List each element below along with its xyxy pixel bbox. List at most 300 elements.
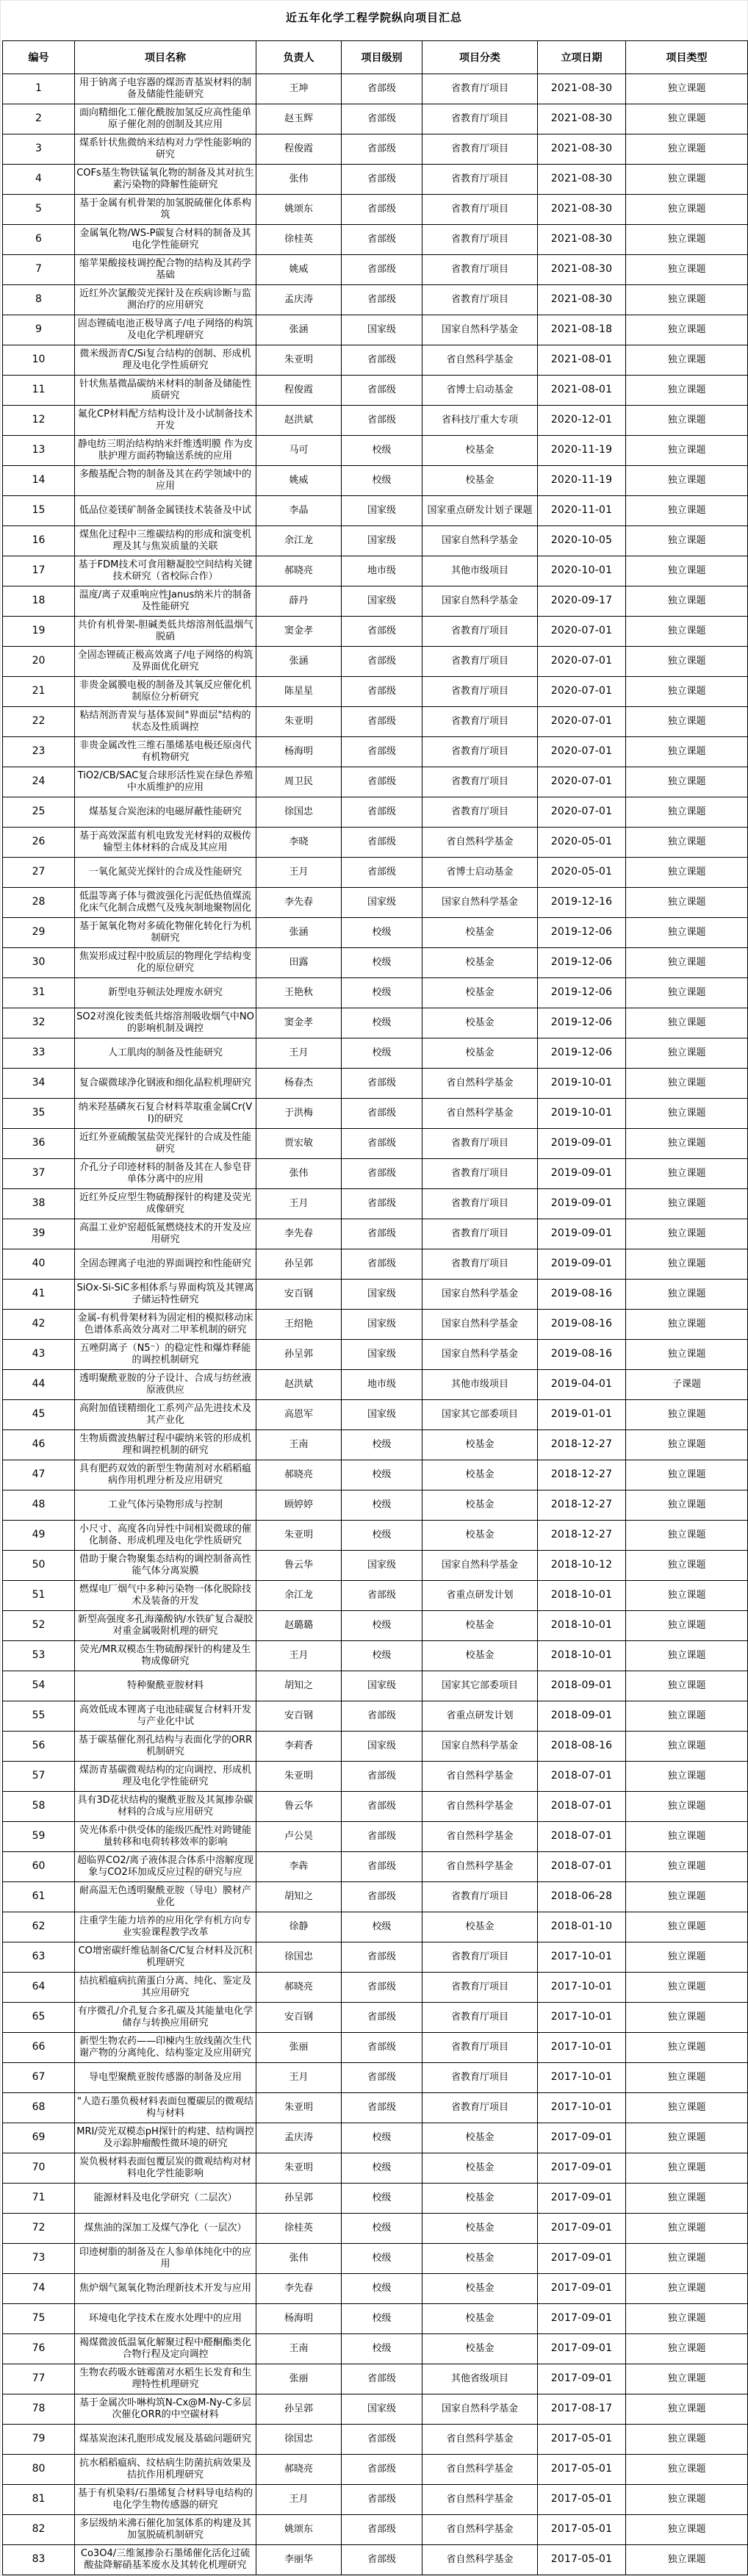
table-row xyxy=(3,2394,748,2425)
table-row xyxy=(3,1521,748,1551)
cell-level: 省部级 xyxy=(342,1249,422,1280)
cell-category: 校基金 xyxy=(422,1912,538,1942)
cell-leader: 王月 xyxy=(256,2485,342,2515)
cell-type: 独立课题 xyxy=(626,1521,748,1551)
cell-id: 60 xyxy=(3,1852,75,1882)
cell-category: 省教育厅项目 xyxy=(422,104,538,134)
cell-level: 省部级 xyxy=(342,1882,422,1912)
cell-type: 独立课题 xyxy=(626,285,748,315)
cell-type: 独立课题 xyxy=(626,1129,748,1159)
cell-project-name: 复合碳微球净化钢液和细化晶粒机理研究 xyxy=(75,1069,256,1099)
column-header: 负责人 xyxy=(256,41,342,74)
table-row xyxy=(3,1099,748,1129)
cell-date: 2017-10-01 xyxy=(538,2033,626,2063)
cell-date: 2017-09-01 xyxy=(538,2274,626,2304)
cell-id: 25 xyxy=(3,797,75,828)
cell-level: 省部级 xyxy=(342,1762,422,1792)
cell-leader: 张涵 xyxy=(256,647,342,677)
cell-date: 2017-10-01 xyxy=(538,1973,626,2003)
cell-leader: 孙呈郭 xyxy=(256,2184,342,2214)
cell-leader: 姚威 xyxy=(256,466,342,496)
cell-date: 2020-05-01 xyxy=(538,828,626,858)
cell-leader: 王月 xyxy=(256,1038,342,1069)
table-row xyxy=(3,1430,748,1460)
cell-type: 独立课题 xyxy=(626,2485,748,2515)
cell-leader: 郝晓亮 xyxy=(256,2455,342,2485)
cell-id: 75 xyxy=(3,2304,75,2334)
cell-project-name: 缩苹果酸接枝调控配合物的结构及其药学基础 xyxy=(75,255,256,285)
cell-level: 省部级 xyxy=(342,2455,422,2485)
cell-date: 2018-08-16 xyxy=(538,1732,626,1762)
table-row xyxy=(3,1912,748,1942)
cell-leader: 张伟 xyxy=(256,1159,342,1189)
cell-type: 独立课题 xyxy=(626,1973,748,2003)
table-row xyxy=(3,1611,748,1641)
cell-category: 省教育厅项目 xyxy=(422,225,538,255)
cell-date: 2020-10-01 xyxy=(538,556,626,586)
cell-category: 省自然科学基金 xyxy=(422,345,538,376)
cell-id: 17 xyxy=(3,556,75,586)
cell-level: 校级 xyxy=(342,2153,422,2184)
cell-leader: 安百钢 xyxy=(256,2003,342,2033)
table-row xyxy=(3,797,748,828)
cell-date: 2021-08-01 xyxy=(538,376,626,406)
cell-type: 独立课题 xyxy=(626,2394,748,2425)
cell-level: 国家级 xyxy=(342,2394,422,2425)
cell-level: 省部级 xyxy=(342,1701,422,1732)
cell-id: 82 xyxy=(3,2515,75,2545)
table-row xyxy=(3,2364,748,2394)
cell-project-name: 基于金属有机骨架的加氢脱硫催化体系构筑 xyxy=(75,195,256,225)
cell-project-name: 有序微孔/介孔复合多孔碳及其能量电化学储存与转换应用研究 xyxy=(75,2003,256,2033)
cell-category: 国家自然科学基金 xyxy=(422,2394,538,2425)
cell-level: 国家级 xyxy=(342,1310,422,1340)
cell-level: 省部级 xyxy=(342,2033,422,2063)
cell-date: 2018-09-01 xyxy=(538,1671,626,1701)
cell-level: 国家级 xyxy=(342,496,422,526)
cell-date: 2017-10-01 xyxy=(538,2063,626,2093)
cell-category: 省自然科学基金 xyxy=(422,2515,538,2545)
cell-category: 省教育厅项目 xyxy=(422,737,538,767)
table-row xyxy=(3,1701,748,1732)
cell-date: 2017-09-01 xyxy=(538,2334,626,2364)
cell-level: 省部级 xyxy=(342,767,422,797)
cell-type: 独立课题 xyxy=(626,1822,748,1852)
cell-project-name: 基于氮氧化物对多硫化物催化转化行为机制研究 xyxy=(75,918,256,948)
cell-id: 41 xyxy=(3,1280,75,1310)
cell-leader: 余江龙 xyxy=(256,1581,342,1611)
cell-category: 省教育厅项目 xyxy=(422,617,538,647)
cell-project-name: 近红外次氯酸荧光探针及在疾病诊断与监测治疗的应用研究 xyxy=(75,285,256,315)
cell-type: 独立课题 xyxy=(626,1852,748,1882)
cell-project-name: 一氧化氮荧光探针的合成及性能研究 xyxy=(75,858,256,888)
cell-category: 省教育厅项目 xyxy=(422,1942,538,1973)
cell-level: 校级 xyxy=(342,2214,422,2244)
cell-category: 校基金 xyxy=(422,2153,538,2184)
cell-date: 2017-09-01 xyxy=(538,2123,626,2153)
table-row xyxy=(3,948,748,978)
cell-id: 16 xyxy=(3,526,75,556)
cell-type: 独立课题 xyxy=(626,767,748,797)
cell-id: 34 xyxy=(3,1069,75,1099)
cell-level: 国家级 xyxy=(342,1280,422,1310)
cell-leader: 徐国忠 xyxy=(256,797,342,828)
cell-category: 省自然科学基金 xyxy=(422,1822,538,1852)
cell-leader: 朱亚明 xyxy=(256,2153,342,2184)
cell-level: 省部级 xyxy=(342,1792,422,1822)
cell-type: 独立课题 xyxy=(626,1671,748,1701)
cell-project-name: 环境电化学技术在废水处理中的应用 xyxy=(75,2304,256,2334)
cell-id: 59 xyxy=(3,1822,75,1852)
cell-level: 校级 xyxy=(342,2304,422,2334)
cell-project-name: 工业气体污染物形成与控制 xyxy=(75,1490,256,1521)
cell-id: 23 xyxy=(3,737,75,767)
cell-category: 校基金 xyxy=(422,2123,538,2153)
cell-project-name: 氟化CP材料配方结构设计及小试制备技术开发 xyxy=(75,406,256,436)
table-row xyxy=(3,165,748,195)
cell-project-name: 褐煤微波低温氧化解聚过程中醛酮酯类化合物行程及定向调控 xyxy=(75,2334,256,2364)
cell-level: 省部级 xyxy=(342,2485,422,2515)
cell-date: 2020-07-01 xyxy=(538,647,626,677)
cell-leader: 王月 xyxy=(256,1641,342,1671)
cell-type: 独立课题 xyxy=(626,2003,748,2033)
cell-level: 校级 xyxy=(342,2274,422,2304)
cell-project-name: COFs基生物铁锰氧化物的制备及其对抗生素污染物的降解性能研究 xyxy=(75,165,256,195)
cell-type: 独立课题 xyxy=(626,586,748,617)
cell-type: 独立课题 xyxy=(626,1882,748,1912)
cell-project-name: 高附加值镁精细化工系列产品先进技术及其产业化 xyxy=(75,1400,256,1430)
cell-id: 39 xyxy=(3,1219,75,1249)
cell-type: 独立课题 xyxy=(626,496,748,526)
cell-level: 省部级 xyxy=(342,376,422,406)
table-row xyxy=(3,647,748,677)
cell-project-name: 超临界CO2/离子液体混合体系中溶解度现象与CO2环加成反应过程的研究与应 xyxy=(75,1852,256,1882)
table-row xyxy=(3,1340,748,1370)
cell-leader: 王南 xyxy=(256,2334,342,2364)
cell-project-name: 基于金属次卟啉构筑N-Cx@M-Ny-C多层次催化ORR的中空碳材料 xyxy=(75,2394,256,2425)
cell-id: 36 xyxy=(3,1129,75,1159)
cell-level: 省部级 xyxy=(342,165,422,195)
cell-project-name: 特种聚酰亚胺材料 xyxy=(75,1671,256,1701)
cell-project-name: 介孔分子印迹材料的制备及其在人参皂苷单体分离中的应用 xyxy=(75,1159,256,1189)
cell-leader: 孙呈郭 xyxy=(256,1249,342,1280)
cell-category: 校基金 xyxy=(422,1521,538,1551)
cell-id: 66 xyxy=(3,2033,75,2063)
cell-category: 国家自然科学基金 xyxy=(422,586,538,617)
table-row xyxy=(3,858,748,888)
cell-level: 校级 xyxy=(342,1038,422,1069)
cell-leader: 李先春 xyxy=(256,1219,342,1249)
cell-category: 省自然科学基金 xyxy=(422,1762,538,1792)
cell-level: 省部级 xyxy=(342,828,422,858)
cell-date: 2017-05-01 xyxy=(538,2515,626,2545)
cell-leader: 孙呈郭 xyxy=(256,2394,342,2425)
cell-level: 省部级 xyxy=(342,858,422,888)
cell-id: 48 xyxy=(3,1490,75,1521)
cell-id: 3 xyxy=(3,134,75,165)
cell-project-name: 耐高温无色透明聚酰亚胺（导电）膜材产业化 xyxy=(75,1882,256,1912)
column-header: 项目级别 xyxy=(342,41,422,74)
cell-level: 校级 xyxy=(342,1008,422,1038)
cell-category: 校基金 xyxy=(422,2304,538,2334)
cell-leader: 程俊霞 xyxy=(256,134,342,165)
cell-project-name: CO增密碳纤维毡制备C/C复合材料及沉积机理研究 xyxy=(75,1942,256,1973)
table-row xyxy=(3,195,748,225)
cell-id: 8 xyxy=(3,285,75,315)
cell-id: 21 xyxy=(3,677,75,707)
cell-project-name: 粘结剂沥青炭与基体炭间"界面层"结构的状态及性质调控 xyxy=(75,707,256,737)
cell-level: 省部级 xyxy=(342,2545,422,2575)
cell-category: 省自然科学基金 xyxy=(422,2485,538,2515)
table-row xyxy=(3,1490,748,1521)
cell-level: 国家级 xyxy=(342,526,422,556)
cell-category: 省教育厅项目 xyxy=(422,1882,538,1912)
cell-project-name: 导电型聚酰亚胺传感器的制备及应用 xyxy=(75,2063,256,2093)
cell-date: 2018-06-28 xyxy=(538,1882,626,1912)
cell-id: 57 xyxy=(3,1762,75,1792)
cell-project-name: 金属-有机骨架材料为固定相的模拟移动床色谱体系高效分离对二甲苯机制的研究 xyxy=(75,1310,256,1340)
cell-category: 校基金 xyxy=(422,1430,538,1460)
cell-level: 校级 xyxy=(342,1611,422,1641)
cell-category: 省教育厅项目 xyxy=(422,677,538,707)
table-row xyxy=(3,828,748,858)
table-row xyxy=(3,2274,748,2304)
cell-leader: 安百钢 xyxy=(256,1701,342,1732)
cell-project-name: 小尺寸、高度各向异性中间相炭微球的催化制备、形成机理及电化学性质研究 xyxy=(75,1521,256,1551)
cell-category: 国家自然科学基金 xyxy=(422,1310,538,1340)
cell-leader: 张伟 xyxy=(256,165,342,195)
cell-type: 独立课题 xyxy=(626,1310,748,1340)
table-row xyxy=(3,1249,748,1280)
cell-leader: 胡知之 xyxy=(256,1671,342,1701)
cell-type: 独立课题 xyxy=(626,1249,748,1280)
cell-level: 省部级 xyxy=(342,2425,422,2455)
cell-type: 独立课题 xyxy=(626,2153,748,2184)
cell-category: 其他市级项目 xyxy=(422,556,538,586)
cell-leader: 李丽华 xyxy=(256,2545,342,2575)
cell-leader: 张丽 xyxy=(256,2033,342,2063)
cell-leader: 王南 xyxy=(256,1430,342,1460)
cell-date: 2017-09-01 xyxy=(538,2153,626,2184)
cell-project-name: 非贵金属改性三维石墨烯基电极还原卤代有机物研究 xyxy=(75,737,256,767)
table-row xyxy=(3,496,748,526)
cell-id: 73 xyxy=(3,2244,75,2274)
cell-category: 国家自然科学基金 xyxy=(422,1340,538,1370)
cell-leader: 徐国忠 xyxy=(256,2425,342,2455)
cell-category: 校基金 xyxy=(422,1490,538,1521)
table-row xyxy=(3,285,748,315)
cell-id: 7 xyxy=(3,255,75,285)
cell-id: 67 xyxy=(3,2063,75,2093)
cell-leader: 杨海明 xyxy=(256,737,342,767)
table-row xyxy=(3,1038,748,1069)
cell-project-name: 高温工业炉窑超低氮燃烧技术的开发及应用研究 xyxy=(75,1219,256,1249)
cell-type: 独立课题 xyxy=(626,1219,748,1249)
cell-date: 2017-05-01 xyxy=(538,2425,626,2455)
cell-category: 校基金 xyxy=(422,466,538,496)
table-row xyxy=(3,1942,748,1973)
cell-type: 独立课题 xyxy=(626,1912,748,1942)
table-row xyxy=(3,1762,748,1792)
cell-category: 省自然科学基金 xyxy=(422,1852,538,1882)
cell-category: 省自然科学基金 xyxy=(422,1069,538,1099)
cell-type: 独立课题 xyxy=(626,1189,748,1219)
cell-date: 2017-09-01 xyxy=(538,2184,626,2214)
cell-date: 2019-01-01 xyxy=(538,1400,626,1430)
cell-id: 2 xyxy=(3,104,75,134)
cell-category: 校基金 xyxy=(422,2214,538,2244)
cell-type: 独立课题 xyxy=(626,2274,748,2304)
cell-leader: 程俊霞 xyxy=(256,376,342,406)
column-header: 立项日期 xyxy=(538,41,626,74)
cell-type: 独立课题 xyxy=(626,1611,748,1641)
cell-project-name: 低品位菱镁矿制备金属镁技术装备及中试 xyxy=(75,496,256,526)
cell-category: 省教育厅项目 xyxy=(422,1129,538,1159)
cell-category: 国家重点研发计划子课题 xyxy=(422,496,538,526)
cell-category: 省教育厅项目 xyxy=(422,2063,538,2093)
cell-project-name: 拮抗稻瘟病抗菌蛋白分离、纯化、鉴定及其应用研究 xyxy=(75,1973,256,2003)
table-row xyxy=(3,1671,748,1701)
table-row xyxy=(3,1732,748,1762)
cell-id: 80 xyxy=(3,2455,75,2485)
cell-date: 2018-10-12 xyxy=(538,1551,626,1581)
cell-date: 2021-08-30 xyxy=(538,195,626,225)
table-row xyxy=(3,1370,748,1400)
cell-id: 79 xyxy=(3,2425,75,2455)
cell-project-name: 基于有机染料/石墨烯复合材料导电结构的电化学生物传感器的研究 xyxy=(75,2485,256,2515)
cell-type: 独立课题 xyxy=(626,1942,748,1973)
cell-leader: 李晶 xyxy=(256,496,342,526)
cell-leader: 李晓 xyxy=(256,828,342,858)
table-row xyxy=(3,1460,748,1490)
cell-date: 2017-10-01 xyxy=(538,1942,626,1973)
cell-category: 省自然科学基金 xyxy=(422,2425,538,2455)
cell-level: 校级 xyxy=(342,978,422,1008)
cell-date: 2021-08-30 xyxy=(538,255,626,285)
cell-level: 校级 xyxy=(342,1521,422,1551)
cell-project-name: 抗水稻稻瘟病、纹枯病生防菌抗病效果及拮抗作用机理研究 xyxy=(75,2455,256,2485)
cell-project-name: 煤基复合炭泡沫的电磁屏蔽性能研究 xyxy=(75,797,256,828)
cell-category: 省教育厅项目 xyxy=(422,1249,538,1280)
cell-leader: 李先春 xyxy=(256,2274,342,2304)
cell-leader: 于洪梅 xyxy=(256,1099,342,1129)
cell-leader: 张涵 xyxy=(256,315,342,345)
cell-category: 省自然科学基金 xyxy=(422,828,538,858)
cell-id: 9 xyxy=(3,315,75,345)
cell-level: 省部级 xyxy=(342,2364,422,2394)
cell-date: 2020-11-19 xyxy=(538,436,626,466)
cell-type: 独立课题 xyxy=(626,225,748,255)
cell-date: 2019-12-06 xyxy=(538,978,626,1008)
cell-level: 省部级 xyxy=(342,797,422,828)
cell-type: 独立课题 xyxy=(626,2123,748,2153)
column-header: 项目名称 xyxy=(75,41,256,74)
cell-project-name: 生物农药吸水链霉菌对水稻生长发育和生理特性机理研究 xyxy=(75,2364,256,2394)
cell-level: 校级 xyxy=(342,466,422,496)
table-row xyxy=(3,1852,748,1882)
cell-date: 2017-09-01 xyxy=(538,2364,626,2394)
column-header: 编号 xyxy=(3,41,75,74)
cell-category: 省自然科学基金 xyxy=(422,1792,538,1822)
cell-type: 独立课题 xyxy=(626,858,748,888)
cell-project-name: 共价有机骨架-胆碱类低共熔溶剂低温烟气脱硝 xyxy=(75,617,256,647)
cell-date: 2020-07-01 xyxy=(538,707,626,737)
cell-level: 校级 xyxy=(342,1641,422,1671)
cell-date: 2018-10-01 xyxy=(538,1641,626,1671)
cell-type: 独立课题 xyxy=(626,1490,748,1521)
cell-date: 2021-08-30 xyxy=(538,104,626,134)
cell-type: 独立课题 xyxy=(626,2455,748,2485)
cell-date: 2018-07-01 xyxy=(538,1762,626,1792)
cell-category: 国家自然科学基金 xyxy=(422,315,538,345)
table-row xyxy=(3,888,748,918)
cell-level: 省部级 xyxy=(342,1219,422,1249)
cell-date: 2019-09-01 xyxy=(538,1219,626,1249)
cell-category: 省重点研发计划 xyxy=(422,1581,538,1611)
cell-type: 独立课题 xyxy=(626,2545,748,2575)
cell-date: 2019-12-16 xyxy=(538,888,626,918)
cell-level: 省部级 xyxy=(342,1069,422,1099)
cell-type: 独立课题 xyxy=(626,345,748,376)
cell-category: 省教育厅项目 xyxy=(422,285,538,315)
cell-date: 2018-12-27 xyxy=(538,1460,626,1490)
cell-leader: 赵璐璐 xyxy=(256,1611,342,1641)
cell-id: 50 xyxy=(3,1551,75,1581)
cell-level: 省部级 xyxy=(342,707,422,737)
cell-leader: 李犇 xyxy=(256,1852,342,1882)
cell-id: 19 xyxy=(3,617,75,647)
cell-project-name: 低温等离子体与微波强化污泥低热值煤流化床气化制合成燃气及残灰制地聚物固化 xyxy=(75,888,256,918)
cell-leader: 安百钢 xyxy=(256,1280,342,1310)
cell-leader: 朱亚明 xyxy=(256,1521,342,1551)
cell-id: 54 xyxy=(3,1671,75,1701)
cell-level: 国家级 xyxy=(342,586,422,617)
cell-type: 独立课题 xyxy=(626,797,748,828)
cell-project-name: 煤基炭泡沫孔胞形成发展及基础问题研究 xyxy=(75,2425,256,2455)
table-row xyxy=(3,556,748,586)
cell-type: 独立课题 xyxy=(626,2244,748,2274)
cell-category: 国家自然科学基金 xyxy=(422,1551,538,1581)
cell-category: 省教育厅项目 xyxy=(422,1973,538,2003)
cell-id: 22 xyxy=(3,707,75,737)
cell-leader: 姚颂东 xyxy=(256,195,342,225)
table-row xyxy=(3,586,748,617)
cell-type: 独立课题 xyxy=(626,707,748,737)
cell-id: 15 xyxy=(3,496,75,526)
table-row xyxy=(3,2545,748,2575)
cell-type: 独立课题 xyxy=(626,2425,748,2455)
cell-project-name: 燃煤电厂烟气中多种污染物一体化脱除技术及装备的开发 xyxy=(75,1581,256,1611)
cell-level: 省部级 xyxy=(342,134,422,165)
cell-id: 14 xyxy=(3,466,75,496)
cell-id: 13 xyxy=(3,436,75,466)
cell-id: 37 xyxy=(3,1159,75,1189)
cell-date: 2021-08-30 xyxy=(538,225,626,255)
cell-level: 校级 xyxy=(342,1912,422,1942)
cell-type: 独立课题 xyxy=(626,104,748,134)
cell-level: 校级 xyxy=(342,436,422,466)
table-row xyxy=(3,104,748,134)
cell-project-name: 全固态锂离子电池的界面调控和性能研究 xyxy=(75,1249,256,1280)
cell-project-name: 能源材料及电化学研究（二层次） xyxy=(75,2184,256,2214)
cell-project-name: 多层级纳米沸石催化加氢体系的构建及其加氢脱硫机制研究 xyxy=(75,2515,256,2545)
cell-id: 27 xyxy=(3,858,75,888)
cell-leader: 孟庆涛 xyxy=(256,285,342,315)
cell-type: 独立课题 xyxy=(626,1581,748,1611)
cell-id: 6 xyxy=(3,225,75,255)
cell-type: 独立课题 xyxy=(626,617,748,647)
cell-project-name: TiO2/CB/SAC复合球形活性炭在绿色养殖中水质维护的应用 xyxy=(75,767,256,797)
